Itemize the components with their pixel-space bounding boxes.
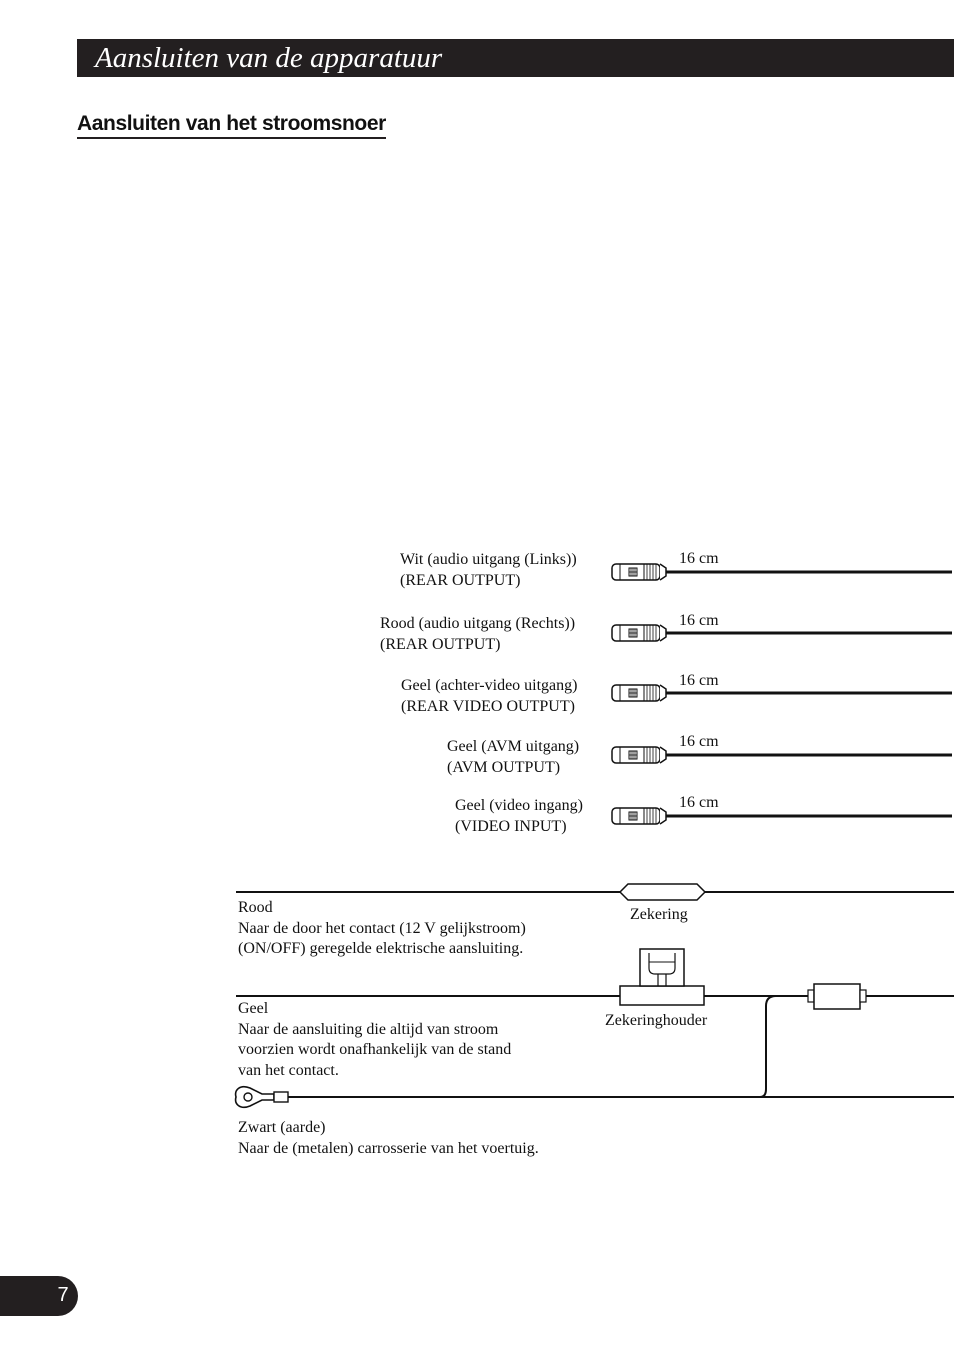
rca-label-5-line2: (VIDEO INPUT) — [455, 817, 567, 835]
yellow-wire-desc-1: Naar de aansluiting die altijd van stroom — [238, 1020, 499, 1038]
fuse-icon — [620, 884, 705, 900]
rca-label-2 — [380, 614, 575, 655]
rca-label-3-line1: Geel (achter-video uitgang) — [401, 677, 578, 694]
rca-length-1: 16 cm — [679, 550, 719, 567]
page-title: Aansluiten van de apparatuur — [95, 42, 443, 74]
rca-label-4-line2: (AVM OUTPUT) — [447, 758, 561, 776]
rca-label-2-line1: Rood (audio uitgang (Rechts)) — [380, 615, 576, 632]
yellow-wire-label — [238, 999, 511, 1081]
rca-plug-4 — [612, 747, 952, 763]
ring-terminal-icon — [236, 1087, 288, 1108]
yellow-wire-name: Geel — [238, 1000, 269, 1017]
fuse-holder-icon — [620, 949, 704, 1005]
rca-length-4: 16 cm — [679, 733, 719, 750]
rca-plug-3 — [612, 685, 952, 701]
yellow-wire-desc-2: voorzien wordt onafhankelijk van de stand — [238, 1041, 512, 1058]
red-wire-name: Rood — [238, 899, 273, 916]
page-number: 7 — [57, 1284, 69, 1306]
red-wire-desc-1: Naar de door het contact (12 V gelijkstroom) — [238, 919, 526, 937]
black-wire-desc-1: Naar de (metalen) carrosserie van het voertuig. — [238, 1139, 539, 1157]
connector-icon — [808, 984, 866, 1009]
black-wire-name: Zwart (aarde) — [238, 1119, 326, 1136]
rca-label-5 — [455, 796, 583, 837]
black-wire-label — [238, 1118, 539, 1159]
rca-label-1-line2: (REAR OUTPUT) — [400, 571, 521, 589]
rca-label-1 — [400, 550, 577, 591]
rca-label-2-line2: (REAR OUTPUT) — [380, 635, 501, 653]
rca-label-5-line1: Geel (video ingang) — [455, 797, 583, 814]
rca-label-3-line2: (REAR VIDEO OUTPUT) — [401, 697, 575, 715]
section-heading: Aansluiten van het stroomsnoer — [77, 112, 386, 139]
rca-label-1-line1: Wit (audio uitgang (Links)) — [400, 551, 577, 568]
rca-length-2: 16 cm — [679, 612, 719, 629]
yellow-wire-desc-3: van het contact. — [238, 1061, 339, 1079]
rca-plug-1 — [612, 564, 952, 580]
branch-wire — [760, 996, 776, 1097]
rca-length-3: 16 cm — [679, 672, 719, 689]
red-wire-desc-2: (ON/OFF) geregelde elektrische aansluiting. — [238, 940, 524, 957]
rca-label-4-line1: Geel (AVM uitgang) — [447, 738, 580, 755]
fuse-holder-label: Zekeringhouder — [605, 1012, 708, 1029]
rca-label-3 — [401, 676, 577, 717]
rca-plug-5 — [612, 808, 952, 824]
fuse-label: Zekering — [630, 906, 688, 923]
red-wire-label — [238, 898, 526, 960]
rca-length-5: 16 cm — [679, 794, 719, 811]
rca-plug-2 — [612, 625, 952, 641]
rca-label-4 — [447, 737, 579, 778]
